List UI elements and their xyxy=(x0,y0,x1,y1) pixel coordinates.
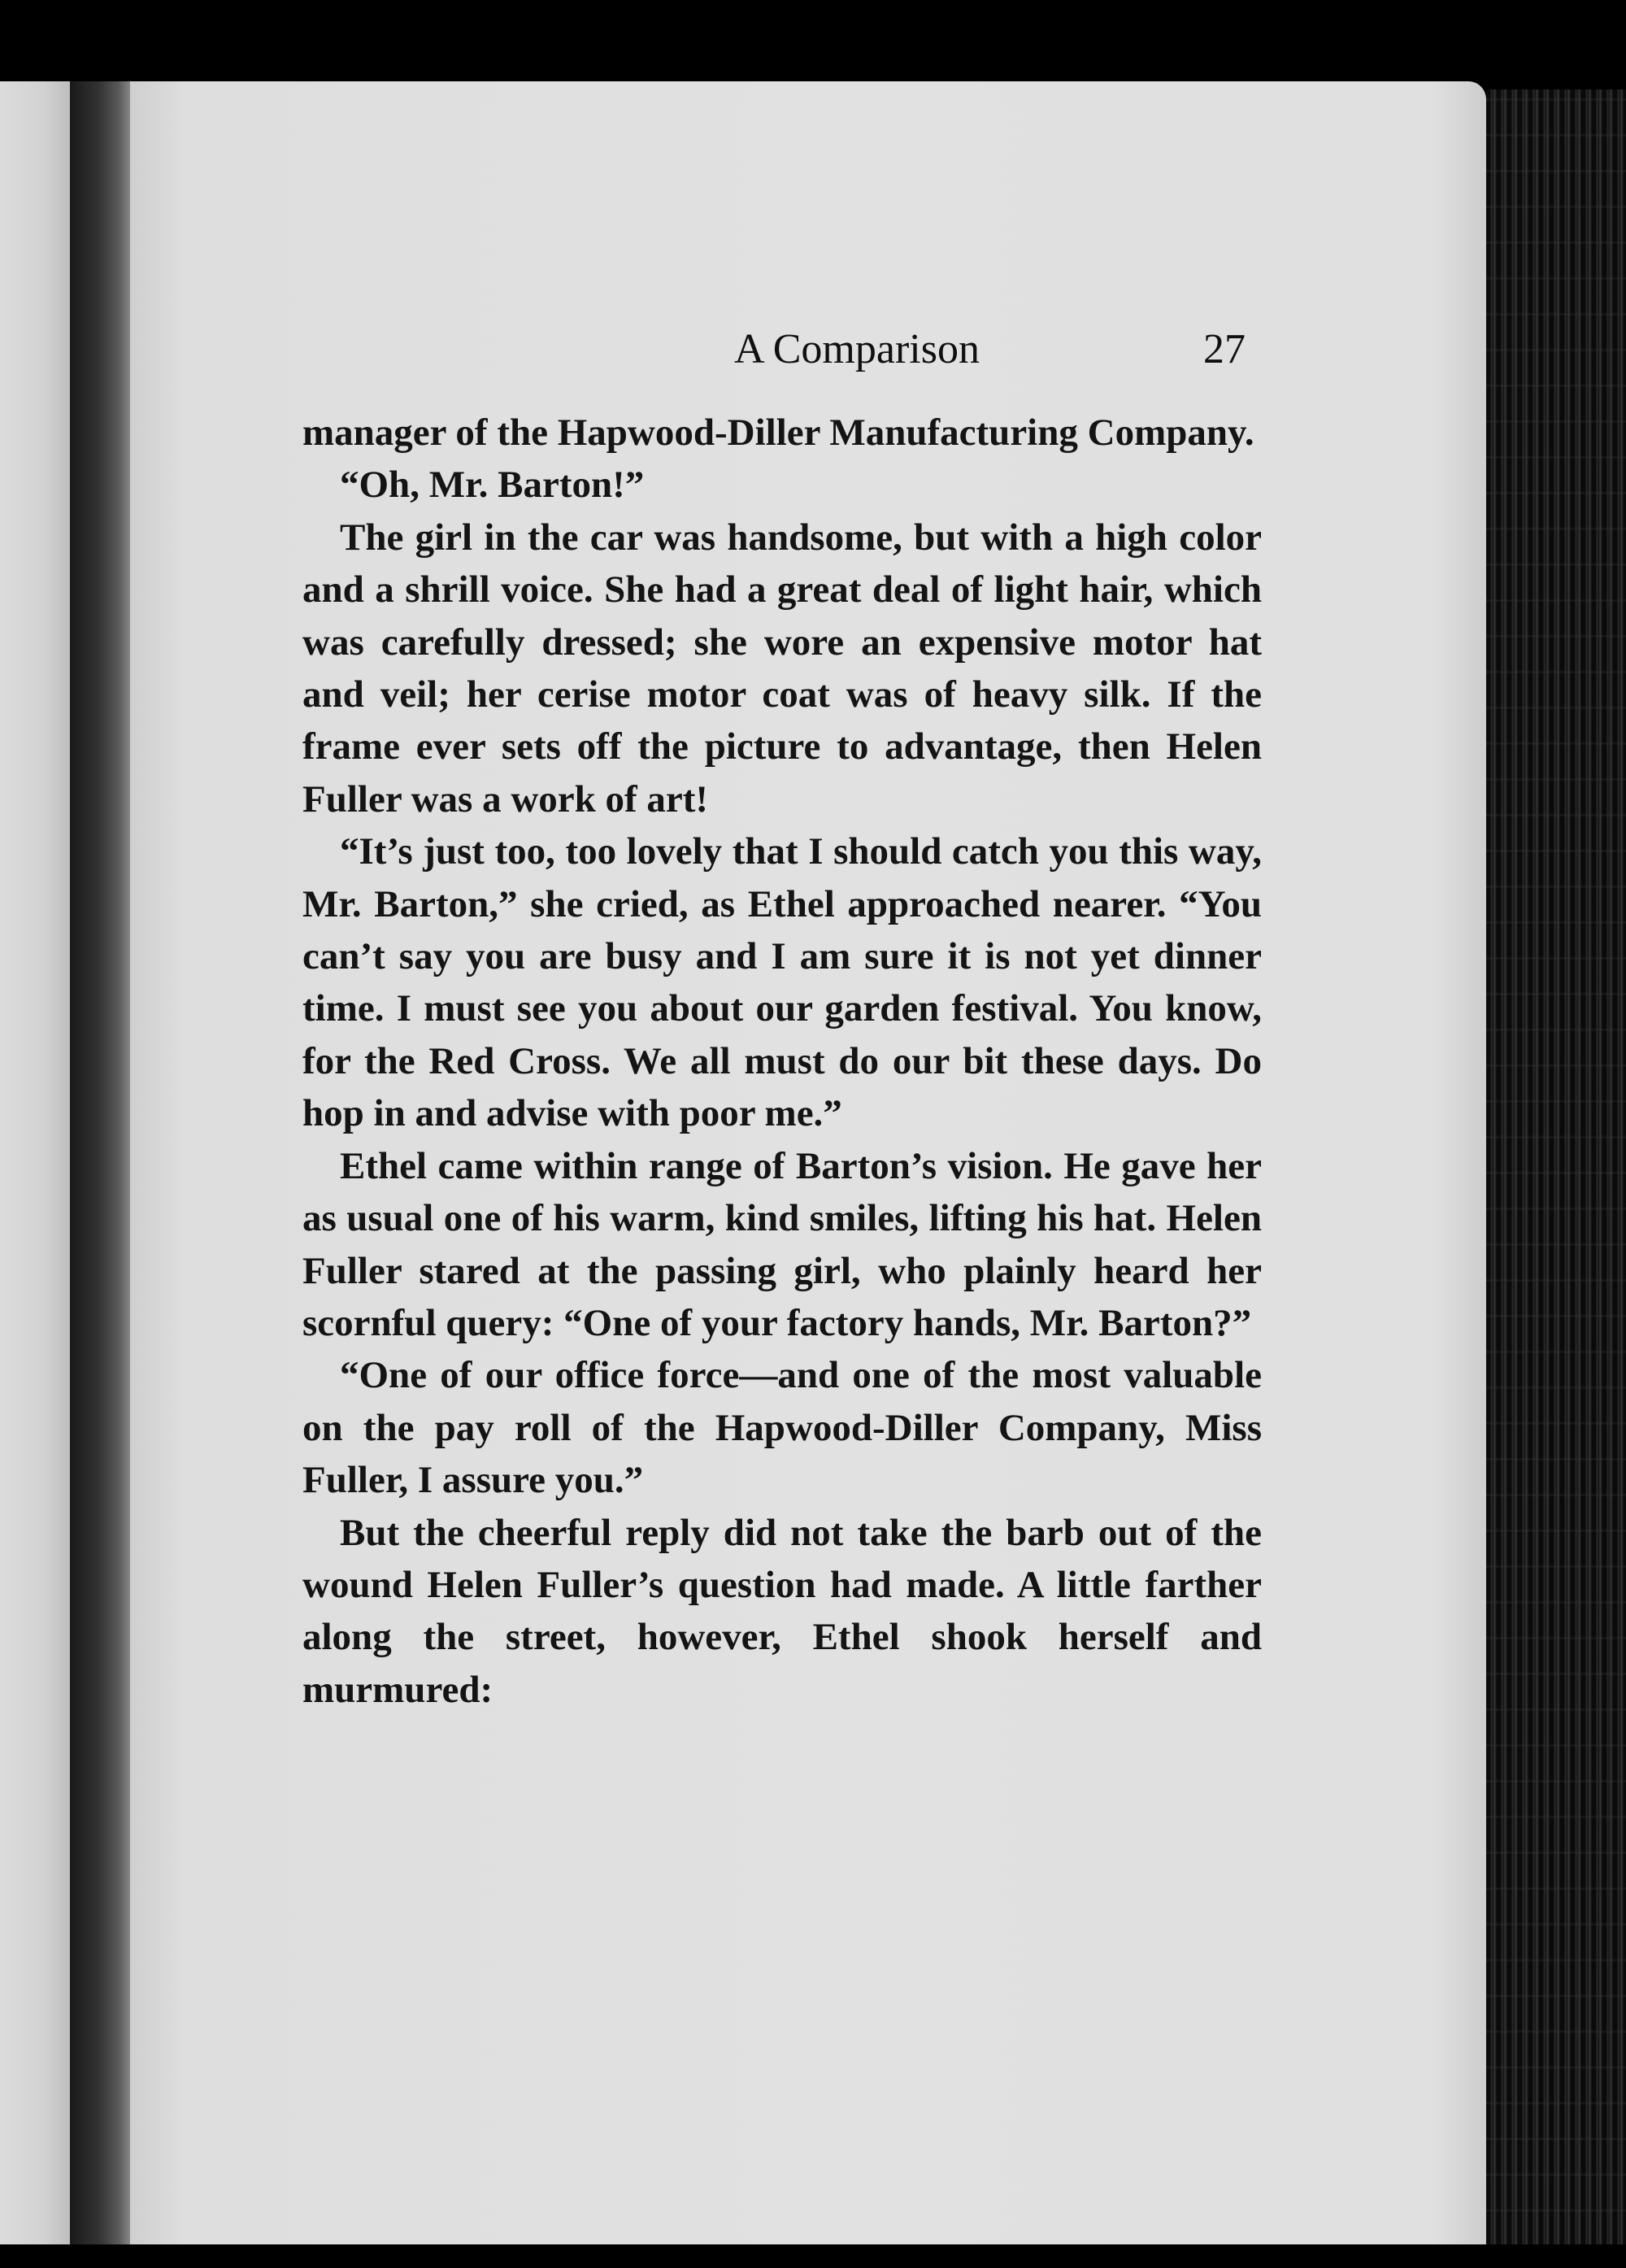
running-head-title: A Comparison xyxy=(734,326,980,372)
book-page xyxy=(130,81,1486,2244)
paragraph: “It’s just too, too lovely that I should catch you this way, Mr. Barton,” she cried, as Ethel approached nearer. “You can’t say you are busy and I am sure it is not yet dinner time. I must see you about our garden festival. You know, for the Red Cross. We all must do our bit these days. Do hop in and advise with poor me.” xyxy=(302,830,1262,1135)
page-edges-stack xyxy=(1486,89,1626,2244)
page-number: 27 xyxy=(1203,326,1246,372)
paragraph: “Oh, Mr. Barton!” xyxy=(340,464,645,507)
paragraph: The girl in the car was handsome, but with a high color and a shrill voice. She had a great deal of light hair, which was carefully dressed; she wore an expensive motor hat and veil; her cerise motor coat was of heavy silk. If the frame ever sets off the picture to advantage, then Helen Fuller was a work of art! xyxy=(302,516,1262,821)
page-body xyxy=(302,407,1262,1716)
paragraph: manager of the Hapwood-Diller Manufacturing Company. xyxy=(302,411,1254,454)
binding-gutter xyxy=(70,81,135,2244)
paragraph: But the cheerful reply did not take the barb out of the wound Helen Fuller’s question had made. A little farther along the street, however, Ethel shook herself and murmured: xyxy=(302,1511,1262,1711)
paragraph: “One of our office force—and one of the most valuable on the pay roll of the Hapwood-Diller Company, Miss Fuller, I assure you.” xyxy=(302,1354,1262,1502)
paragraph: Ethel came within range of Barton’s vision. He gave her as usual one of his warm, kind smiles, lifting his hat. Helen Fuller stared at the passing girl, who plainly heard her scornful query: “One of your factory hands, Mr. Barton?” xyxy=(302,1144,1262,1344)
facing-page-edge xyxy=(0,81,72,2244)
